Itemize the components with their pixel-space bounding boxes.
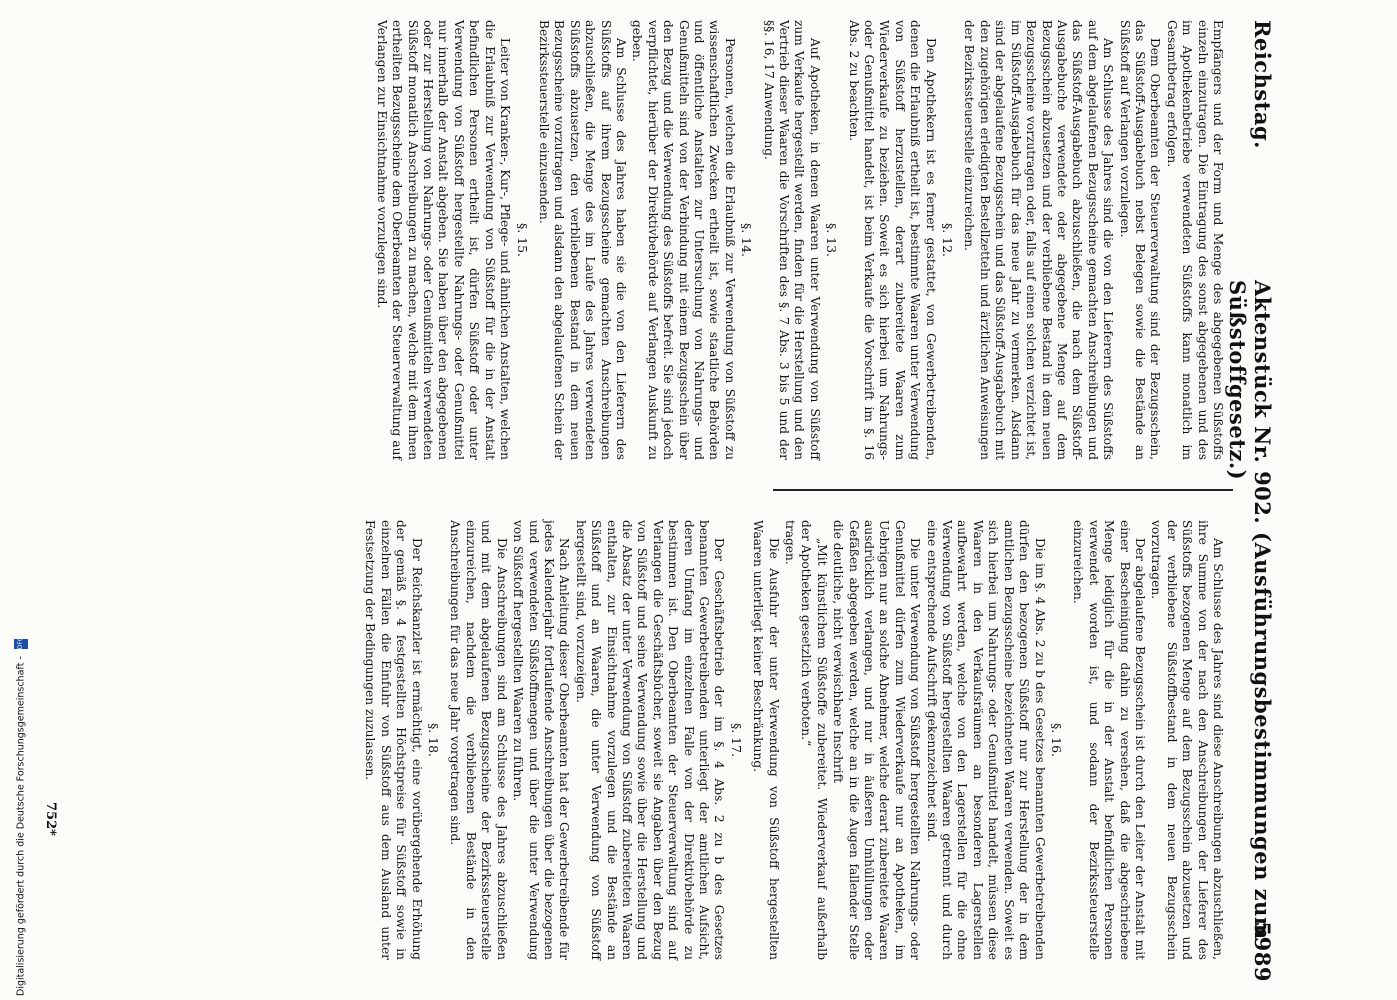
paragraph: Der Geschäftsbetrieb der im §. 4 Abs. 2 zu b des Gesetzes benannten Gewerbetreibenden unterliegt der amtlichen Aufsicht, deren Umfang im einzelnen Falle von der Direktivbehörde zu bestimmen ist. Den Oberbeamten der Steuerverwaltung sind auf Verlangen die Geschäftsbücher, soweit sie Angaben über den Bezug von Süßstoff und seine Verwendung sowie über die Herstellung und die Absatz der unter Verwendung von Süßstoff zubereiteten Waaren enthalten, zur Einsichtnahme vorzulegen und die Bestände an Süßstoff und an Waaren, die unter Verwendung von Süßstoff hergestellt sind, vorzuzeigen. [573,520,727,960]
paragraph: Dem Oberbeamten der Steuerverwaltung sind der Bezugsschein, das Süßstoff-Ausgabebuch nebst Belegen sowie die Bestände an Süßstoff auf Verlangen vorzulegen. [1117,20,1163,460]
credit-text: Digitalisierung gefördert durch die Deutsche Forschungsgemeinschaft - [15,656,27,996]
section-heading: §. 15. [514,222,530,258]
dfg-logo-text: DFG [17,636,24,650]
paragraph: Am Schlusse des Jahres haben sie die von den Lieferern des Süßstoffs auf ihrem Bezugsscheine gemachten Anschreibungen abzuschließen, die Menge des im Laufe des Jahres verwendeten Süßstoffs abzusetzen, den verbliebenen Bestand in dem neuen Bezugsscheine vorzutragen und alsdann den abgelaufenen Schein der Bezirkssteuerstelle einzusenden. [536,20,628,460]
paragraph: Die Anschreibungen sind am Schlusse des Jahres abzuschließen und mit dem abgelaufenen Bezugsscheine der Bezirkssteuerstelle einzureichen, nachdem die verbliebenen Bestände in den Anschreibungen für das neue Jahr vorgetragen sind. [448,520,509,960]
paragraph: Die Ausfuhr der unter Verwendung von Süßstoff hergestellten Waaren unterliegt keiner Beschränkung. [751,520,781,960]
paragraph: tragen. [783,520,798,565]
digitization-credit [14,636,28,996]
paragraph: Auf Apotheken, in denen Waaren unter Verwendung von Süßstoff zum Verkaufe hergestellt werden, finden für die Herstellung und den Vertrieb dieser Waaren die Vorschriften des §. 7 Abs. 3 bis 5 und der §§. 16, 17 Anwendung. [761,20,822,460]
section-heading: §. 18. [426,722,442,758]
page-number: 752* [43,802,58,836]
paragraph: Den Apothekern ist es ferner gestattet, von Gewerbetreibenden, denen die Erlaubniß ertheilt ist, bestimmte Waaren unter Verwendung von Süßstoff herzustellen, derart zubereitete Waaren zum Wiederverkaufe zu beziehen. Soweit es sich hierbei um Nahrungs- oder Genußmittel handelt, ist beim Verkaufe die Vorschrift im §. 16 Abs. 2 zu beachten. [846,20,938,460]
quoted-inscription: „Mit künstlichem Süßstoffe zubereitet. Wiederverkauf außerhalb der Apotheken gesetzlich verboten.“ [799,520,829,960]
paragraph: Leiter von Kranken-, Kur-, Pflege- und ähnlichen Anstalten, welchen die Erlaubniß zur Verwendung von Süßstoff für die in der Anstalt befindlichen Personen ertheilt ist, dürfen Süßstoff oder unter Verwendung von Süßstoff hergestellte Nahrungs- oder Genußmittel nur innerhalb der Anstalt abgeben. Sie haben über den abgegebenen oder zur Herstellung von Nahrungs- oder Genußmitteln verwendeten Süßstoff monatlich Anschreibungen zu machen, welche mit dem ihnen ertheilten Bezugsscheine dem Oberbeamten der Steuerverwaltung auf Verlangen zur Einsichtnahme vorzulegen sind. [374,20,513,460]
section-heading: §. 17. [728,722,744,758]
paragraph: Die im §. 4 Abs. 2 zu b des Gesetzes benannten Gewerbetreibenden dürfen den bezogenen Süßstoff nur zur Herstellung der in dem amtlichen Bezugsscheine bezeichneten Waaren verwenden. Soweit es sich hierbei um Nahrungs- oder Genußmittel handelt, müssen diese Waaren in den Verkaufsräumen an besonderen Lagerstellen aufbewahrt werden, welche von den Lagerstellen für die ohne Verwendung von Süßstoff hergestellten Waaren getrennt und durch eine entsprechende Aufschrift gekennzeichnet sind. [924,520,1047,960]
paragraph: Die unter Verwendung von Süßstoff hergestellten Nahrungs- oder Genußmittel dürfen zum Wiederverkaufe nur an Apotheken, im Uebrigen nur an solche Abnehmer, welche derart zubereitete Waaren ausdrücklich verlangen, und nur in äußeren Umhüllungen oder Gefäßen abgegeben werden, welche an in die Augen fallender Stelle die deutliche, nicht verwischbare Inschrift [831,520,923,960]
paragraph: Personen, welchen die Erlaubniß zur Verwendung von Süßstoff zu wissenschaftlichen Zwecken ertheilt ist, sowie staatliche Behörden und öffentliche Anstalten zur Untersuchung von Nahrungs- und Genußmitteln sind von der Verbindung mit einem Bezugsschein über den Bezug und die Verwendung des Süßstoffs befreit. Sie sind jedoch verpflichtet, hierüber der Direktivbehörde auf Verlangen Auskunft zu geben. [630,20,737,460]
header-title: Aktenstück Nr. 902. [1250,280,1275,525]
paragraph: Empfängers und der Form und Menge des abgegebenen Süßstoffs einzeln einzutragen. Die Eintragung des sonst abgegebenen und des im Apothekenbetriebe verwendeten Süßstoffs kann monatlich im Gesamtbetrag erfolgen. [1164,20,1225,460]
right-column [361,520,1225,960]
paragraph: Der abgelaufene Bezugsschein ist durch den Leiter der Anstalt mit einer Bescheinigung dahin zu versehen, daß die abgeschriebene Menge lediglich für die in der Anstalt befindlichen Personen verwendet worden ist, und sodann der Bezirkssteuerstelle einzureichen. [1071,520,1147,960]
paragraph: Am Schlusse des Jahres sind diese Anschreibungen abzuschließen, ihre Summe von der nach den Anschreibungen der Lieferer des Süßstoffs bezogenen Menge auf dem Bezugsschein abzusetzen und der verbliebene Süßstoffbestand in dem neuen Bezugsschein vorzutragen. [1149,520,1225,960]
section-heading: §. 14. [739,222,755,258]
header-subtitle: (Ausführungsbestimmungen zum Süßstoffgesetz.) [1225,280,1275,940]
paragraph: Am Schlusse des Jahres sind die von den Lieferern des Süßstoffs auf dem abgelaufenen Bezugsscheine gemachten Anschreibungen und das Süßstoff-Ausgabebuch abzuschließen, die nach dem Süßstoff-Ausgabebuche verwendete oder abgegebene Menge auf dem Bezugsschein abzusetzen und der verbliebene Bestand in dem neuen Bezugsscheine vorzutragen oder, falls auf einen solchen verzichtet ist, im Süßstoff-Ausgabebuch für das neue Jahr zu vermerken. Alsdann sind der abgelaufene Bezugsschein und das Süßstoff-Ausgabebuch mit den zugehörigen erledigten Bestellzetteln und ärztlichen Anweisungen der Bezirkssteuerstelle einzureichen. [962,20,1116,460]
left-column [372,20,1225,460]
section-heading: §. 13. [824,222,840,258]
header-right-number: 5989 [1250,921,1275,982]
section-heading: §. 12. [940,222,956,258]
column-divider [773,489,1233,491]
page-header [1225,0,1275,1000]
paragraph: Nach Anleitung dieser Oberbeamten hat der Gewerbetreibende für jedes Kalenderjahr fortlaufende Anschreibungen über die bezogenen und verwendeten Süßstoffmengen und über die unter Verwendung von Süßstoff hergestellten Waaren zu führen. [511,520,572,960]
section-heading: §. 16. [1048,722,1064,758]
paragraph: Der Reichskanzler ist ermächtigt, eine vorübergehende Erhöhung der gemäß §. 4 festgestellten Höchstpreise für Süßstoff sowie in einzelnen Fällen die Einfuhr von Süßstoff aus dem Ausland unter Festsetzung der Bedingungen zuzulassen. [363,520,424,960]
header-left: Reichstag. [1250,20,1275,149]
dfg-logo-icon [14,636,28,650]
rotated-page-sheet [97,0,1297,1000]
header-center [1225,280,1275,1000]
